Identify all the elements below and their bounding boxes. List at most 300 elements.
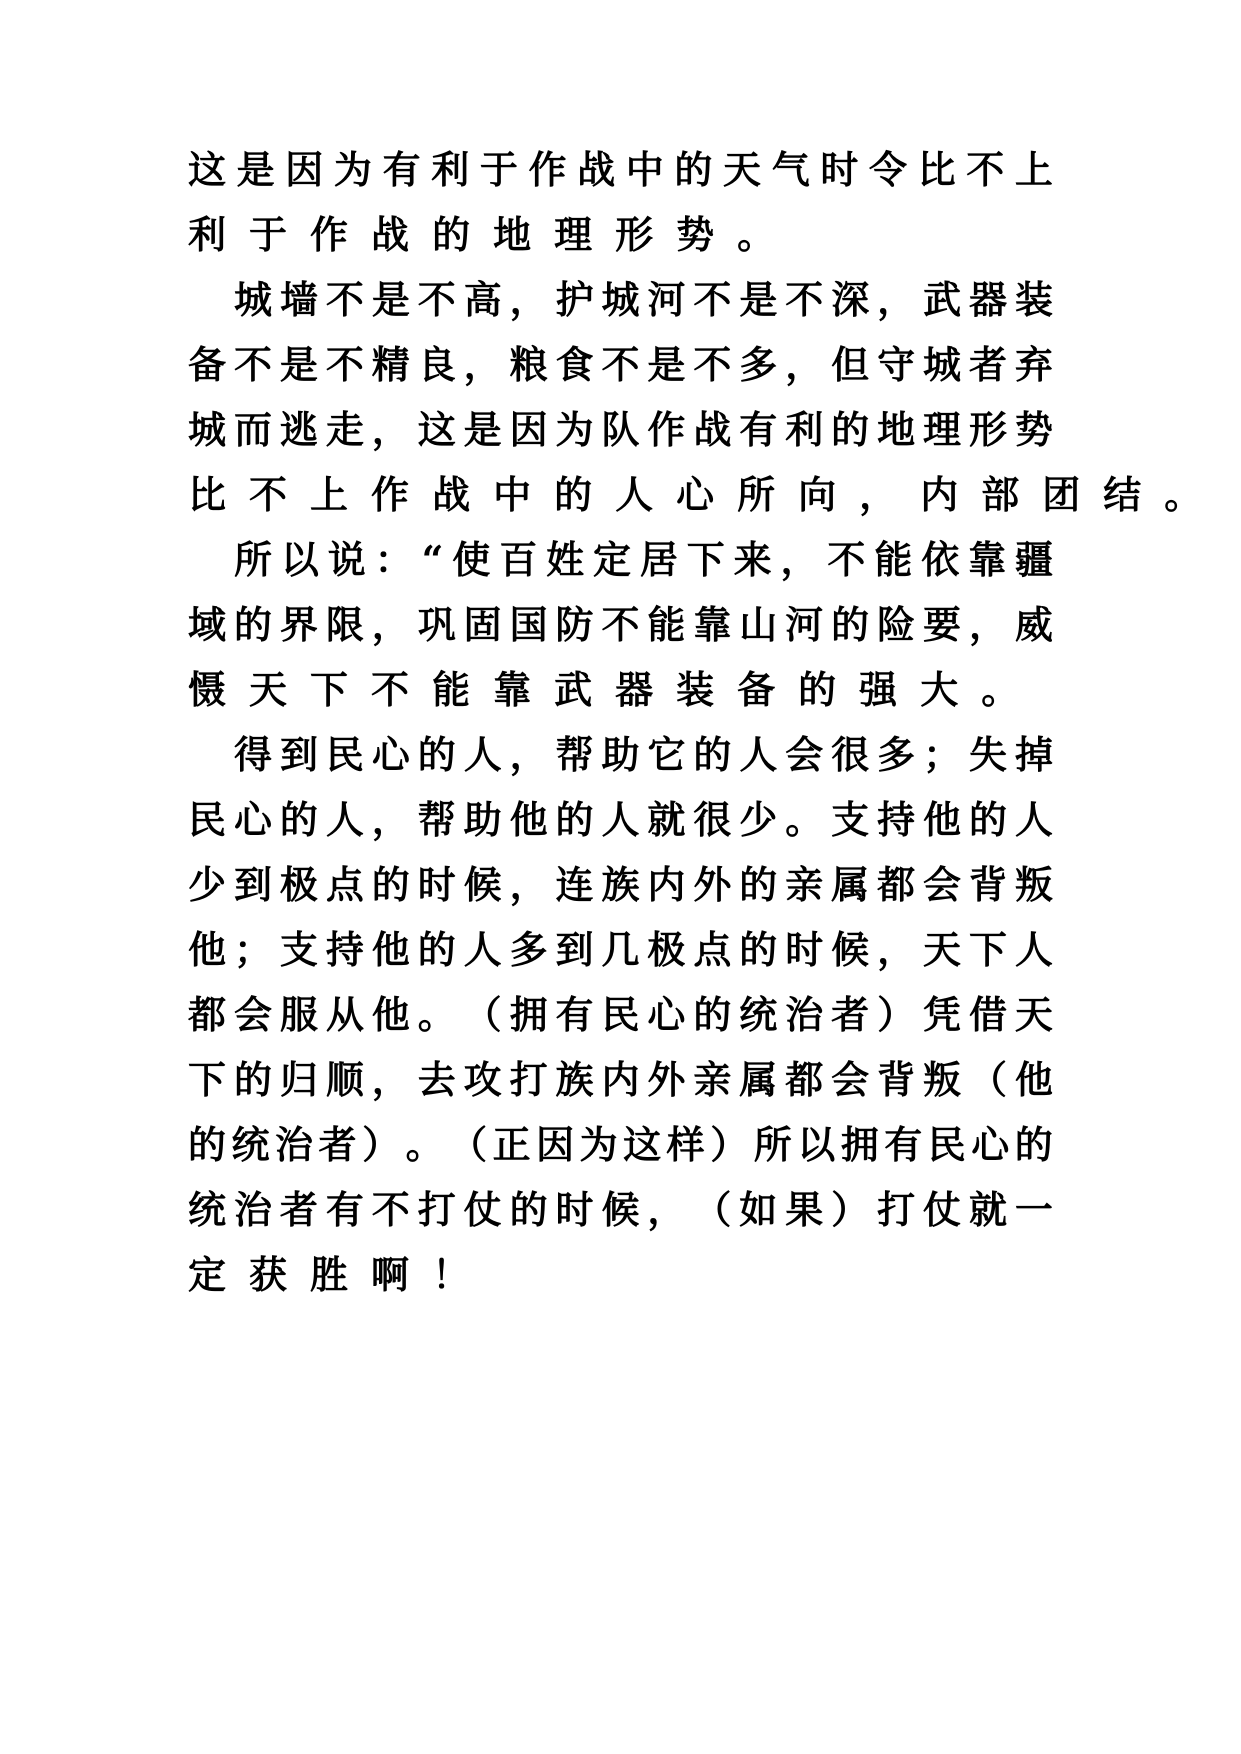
glyph: 不 bbox=[785, 277, 824, 322]
glyph: ） bbox=[362, 1122, 401, 1167]
glyph: 使 bbox=[452, 537, 491, 582]
glyph: 因 bbox=[285, 147, 324, 192]
glyph: 多 bbox=[739, 342, 778, 387]
glyph: 心 bbox=[647, 992, 686, 1037]
glyph: 有 bbox=[325, 1187, 364, 1232]
glyph: 精 bbox=[371, 342, 410, 387]
glyph: 族 bbox=[601, 862, 640, 907]
glyph: 帮 bbox=[417, 797, 456, 842]
glyph: 他 bbox=[371, 927, 410, 972]
glyph: 定 bbox=[188, 1252, 227, 1297]
glyph: 不 bbox=[325, 277, 364, 322]
glyph: 外 bbox=[647, 1057, 686, 1102]
glyph: 慑 bbox=[188, 667, 227, 712]
text-line bbox=[188, 1252, 1053, 1297]
glyph: 是 bbox=[739, 277, 778, 322]
glyph: 心 bbox=[676, 472, 715, 517]
glyph: 的 bbox=[555, 797, 594, 842]
glyph: 来 bbox=[733, 537, 772, 582]
glyph: 是 bbox=[279, 342, 318, 387]
glyph: 不 bbox=[371, 667, 410, 712]
glyph: 国 bbox=[509, 602, 548, 647]
glyph: 正 bbox=[492, 1122, 531, 1167]
glyph: 持 bbox=[325, 927, 364, 972]
text-line bbox=[188, 1187, 1053, 1232]
glyph: 民 bbox=[927, 1122, 966, 1167]
glyph: 是 bbox=[647, 342, 686, 387]
glyph: 战 bbox=[577, 147, 616, 192]
glyph: 的 bbox=[371, 862, 410, 907]
glyph: 连 bbox=[555, 862, 594, 907]
glyph: 人 bbox=[463, 732, 502, 777]
glyph: 百 bbox=[499, 537, 538, 582]
glyph: 天 bbox=[1014, 992, 1053, 1037]
glyph: 作 bbox=[310, 212, 349, 257]
glyph: 仗 bbox=[923, 1187, 962, 1232]
glyph: 的 bbox=[693, 732, 732, 777]
glyph: 他 bbox=[509, 797, 548, 842]
glyph: ， bbox=[371, 407, 410, 452]
glyph: 备 bbox=[737, 667, 776, 712]
glyph: 固 bbox=[463, 602, 502, 647]
glyph: 者 bbox=[831, 992, 870, 1037]
glyph: 作 bbox=[371, 472, 410, 517]
glyph: 这 bbox=[188, 147, 227, 192]
glyph: 姓 bbox=[546, 537, 585, 582]
glyph: 属 bbox=[831, 862, 870, 907]
glyph: ； bbox=[233, 927, 272, 972]
glyph: 掉 bbox=[1014, 732, 1053, 777]
glyph: 候 bbox=[831, 927, 870, 972]
glyph: ， bbox=[877, 927, 916, 972]
glyph: 靠 bbox=[693, 602, 732, 647]
glyph: 天 bbox=[249, 667, 288, 712]
glyph: ， bbox=[371, 1057, 410, 1102]
text-line bbox=[188, 667, 1053, 712]
glyph: 持 bbox=[877, 797, 916, 842]
glyph: 有 bbox=[555, 992, 594, 1037]
glyph: 就 bbox=[647, 797, 686, 842]
glyph: 时 bbox=[820, 147, 859, 192]
glyph: ， bbox=[509, 277, 548, 322]
glyph: 的 bbox=[233, 1057, 272, 1102]
glyph: 人 bbox=[739, 732, 778, 777]
glyph: 人 bbox=[601, 797, 640, 842]
glyph: 作 bbox=[647, 407, 686, 452]
glyph: 亲 bbox=[785, 862, 824, 907]
glyph: 不 bbox=[249, 472, 288, 517]
text-line bbox=[188, 277, 1053, 322]
glyph: 民 bbox=[601, 992, 640, 1037]
glyph: 人 bbox=[325, 797, 364, 842]
glyph: 极 bbox=[279, 862, 318, 907]
glyph: 能 bbox=[874, 537, 913, 582]
glyph: ： bbox=[374, 537, 413, 582]
text-line bbox=[188, 407, 1053, 452]
text-line bbox=[188, 797, 1053, 842]
glyph: 限 bbox=[325, 602, 364, 647]
glyph: 河 bbox=[785, 602, 824, 647]
glyph: 攻 bbox=[463, 1057, 502, 1102]
glyph: 战 bbox=[693, 407, 732, 452]
glyph: 的 bbox=[693, 992, 732, 1037]
glyph: ， bbox=[647, 1187, 686, 1232]
glyph: 如 bbox=[739, 1187, 778, 1232]
glyph: 定 bbox=[592, 537, 631, 582]
glyph: 器 bbox=[615, 667, 654, 712]
glyph: 族 bbox=[555, 1057, 594, 1102]
glyph: ， bbox=[968, 602, 1007, 647]
glyph: 利 bbox=[431, 147, 470, 192]
glyph: 民 bbox=[325, 732, 364, 777]
glyph: 它 bbox=[647, 732, 686, 777]
glyph: 不 bbox=[966, 147, 1005, 192]
glyph: 服 bbox=[279, 992, 318, 1037]
glyph: 不 bbox=[693, 277, 732, 322]
glyph: 拥 bbox=[509, 992, 548, 1037]
glyph: ， bbox=[877, 277, 916, 322]
glyph: 不 bbox=[693, 342, 732, 387]
glyph: 是 bbox=[371, 277, 410, 322]
glyph: 的 bbox=[798, 667, 837, 712]
glyph: 以 bbox=[280, 537, 319, 582]
glyph: 但 bbox=[831, 342, 870, 387]
glyph: 中 bbox=[625, 147, 664, 192]
glyph: 人 bbox=[1014, 927, 1053, 972]
glyph: 失 bbox=[969, 732, 1008, 777]
glyph: 备 bbox=[188, 342, 227, 387]
glyph: 界 bbox=[279, 602, 318, 647]
glyph: 不 bbox=[601, 342, 640, 387]
glyph: 地 bbox=[493, 212, 532, 257]
glyph: 是 bbox=[463, 407, 502, 452]
glyph: 城 bbox=[923, 342, 962, 387]
glyph: 会 bbox=[233, 992, 272, 1037]
glyph: 靠 bbox=[493, 667, 532, 712]
glyph: 。 bbox=[405, 1122, 444, 1167]
text-line bbox=[188, 927, 1053, 972]
glyph: 河 bbox=[647, 277, 686, 322]
glyph: 险 bbox=[877, 602, 916, 647]
glyph: 是 bbox=[236, 147, 275, 192]
glyph: 要 bbox=[923, 602, 962, 647]
glyph: （ bbox=[968, 1057, 1007, 1102]
glyph: 不 bbox=[233, 342, 272, 387]
glyph: 为 bbox=[555, 407, 594, 452]
text-line bbox=[188, 212, 1053, 257]
glyph: 人 bbox=[615, 472, 654, 517]
glyph: 从 bbox=[325, 992, 364, 1037]
glyph: 时 bbox=[417, 862, 456, 907]
glyph: 的 bbox=[831, 602, 870, 647]
glyph: 人 bbox=[1014, 797, 1053, 842]
glyph: 属 bbox=[739, 1057, 778, 1102]
glyph: 利 bbox=[188, 212, 227, 257]
glyph: 极 bbox=[647, 927, 686, 972]
glyph: 作 bbox=[528, 147, 567, 192]
glyph: 的 bbox=[968, 797, 1007, 842]
glyph: 的 bbox=[279, 797, 318, 842]
glyph: 他 bbox=[1014, 1057, 1053, 1102]
glyph: 点 bbox=[325, 862, 364, 907]
glyph: 顺 bbox=[325, 1057, 364, 1102]
glyph: 会 bbox=[831, 1057, 870, 1102]
glyph: 食 bbox=[555, 342, 594, 387]
glyph: 有 bbox=[739, 407, 778, 452]
glyph: 治 bbox=[275, 1122, 314, 1167]
glyph: 统 bbox=[231, 1122, 270, 1167]
glyph: ， bbox=[371, 602, 410, 647]
glyph: 就 bbox=[968, 1187, 1007, 1232]
glyph: 者 bbox=[318, 1122, 357, 1167]
glyph: ， bbox=[509, 732, 548, 777]
glyph: ， bbox=[859, 472, 898, 517]
glyph: 理 bbox=[554, 212, 593, 257]
glyph: 。 bbox=[1164, 472, 1203, 517]
text-line bbox=[188, 1122, 1053, 1167]
glyph: 有 bbox=[884, 1122, 923, 1167]
glyph: 疆 bbox=[1014, 537, 1053, 582]
glyph: 的 bbox=[554, 472, 593, 517]
glyph: 到 bbox=[279, 732, 318, 777]
glyph: 果 bbox=[785, 1187, 824, 1232]
glyph: 者 bbox=[279, 1187, 318, 1232]
glyph: ！ bbox=[432, 1252, 471, 1297]
text-line bbox=[188, 1057, 1053, 1102]
glyph: 威 bbox=[1014, 602, 1053, 647]
glyph: 下 bbox=[968, 927, 1007, 972]
glyph: 团 bbox=[1042, 472, 1081, 517]
glyph: 势 bbox=[676, 212, 715, 257]
glyph: 山 bbox=[739, 602, 778, 647]
glyph: 城 bbox=[234, 277, 273, 322]
glyph: 的 bbox=[188, 1122, 227, 1167]
glyph: 外 bbox=[693, 862, 732, 907]
glyph: 他 bbox=[188, 927, 227, 972]
glyph: 治 bbox=[785, 992, 824, 1037]
glyph: 不 bbox=[417, 277, 456, 322]
glyph: 背 bbox=[968, 862, 1007, 907]
glyph: 的 bbox=[1014, 1122, 1053, 1167]
glyph: 比 bbox=[188, 472, 227, 517]
glyph: 很 bbox=[693, 797, 732, 842]
glyph: 去 bbox=[417, 1057, 456, 1102]
glyph: 装 bbox=[676, 667, 715, 712]
glyph: 一 bbox=[1014, 1187, 1053, 1232]
glyph: 多 bbox=[877, 732, 916, 777]
glyph: 几 bbox=[601, 927, 640, 972]
glyph: 人 bbox=[463, 927, 502, 972]
glyph: ） bbox=[877, 992, 916, 1037]
glyph: 城 bbox=[601, 277, 640, 322]
glyph: 上 bbox=[1014, 147, 1053, 192]
glyph: 帮 bbox=[555, 732, 594, 777]
glyph: 下 bbox=[188, 1057, 227, 1102]
glyph: 域 bbox=[188, 602, 227, 647]
glyph: 比 bbox=[917, 147, 956, 192]
glyph: 走 bbox=[325, 407, 364, 452]
glyph: 城 bbox=[188, 407, 227, 452]
glyph: 助 bbox=[463, 797, 502, 842]
glyph: 有 bbox=[382, 147, 421, 192]
glyph: “ bbox=[421, 537, 444, 582]
glyph: （ bbox=[693, 1187, 732, 1232]
glyph: 的 bbox=[509, 1187, 548, 1232]
document-body bbox=[188, 147, 1203, 1320]
glyph: 多 bbox=[509, 927, 548, 972]
glyph: 啊 bbox=[371, 1252, 410, 1297]
glyph: 到 bbox=[555, 927, 594, 972]
glyph: 所 bbox=[737, 472, 776, 517]
glyph: 点 bbox=[693, 927, 732, 972]
glyph: 叛 bbox=[923, 1057, 962, 1102]
glyph: 形 bbox=[968, 407, 1007, 452]
glyph: 统 bbox=[739, 992, 778, 1037]
glyph: 深 bbox=[831, 277, 870, 322]
glyph: 护 bbox=[555, 277, 594, 322]
glyph: 以 bbox=[797, 1122, 836, 1167]
glyph: 于 bbox=[249, 212, 288, 257]
glyph: 到 bbox=[233, 862, 272, 907]
glyph: 都 bbox=[877, 862, 916, 907]
glyph: 的 bbox=[674, 147, 713, 192]
glyph: 打 bbox=[417, 1187, 456, 1232]
glyph: 战 bbox=[432, 472, 471, 517]
text-line bbox=[188, 472, 1203, 517]
glyph: ） bbox=[710, 1122, 749, 1167]
text-line bbox=[188, 537, 1053, 582]
glyph: 得 bbox=[234, 732, 273, 777]
glyph: 少 bbox=[188, 862, 227, 907]
glyph: 墙 bbox=[279, 277, 318, 322]
glyph: 会 bbox=[923, 862, 962, 907]
glyph: 凭 bbox=[923, 992, 962, 1037]
glyph: 民 bbox=[188, 797, 227, 842]
glyph: 打 bbox=[877, 1187, 916, 1232]
glyph: 内 bbox=[920, 472, 959, 517]
glyph: 能 bbox=[647, 602, 686, 647]
glyph: （ bbox=[449, 1122, 488, 1167]
glyph: 都 bbox=[188, 992, 227, 1037]
text-line bbox=[188, 992, 1053, 1037]
glyph: 结 bbox=[1103, 472, 1142, 517]
glyph: 这 bbox=[417, 407, 456, 452]
glyph: 叛 bbox=[1014, 862, 1053, 907]
text-line bbox=[188, 732, 1053, 777]
glyph: 拥 bbox=[840, 1122, 879, 1167]
glyph: 打 bbox=[509, 1057, 548, 1102]
glyph: 亲 bbox=[693, 1057, 732, 1102]
glyph: 能 bbox=[432, 667, 471, 712]
glyph: 所 bbox=[234, 537, 273, 582]
glyph: ， bbox=[463, 342, 502, 387]
glyph: 。 bbox=[417, 992, 456, 1037]
glyph: 心 bbox=[233, 797, 272, 842]
glyph: 势 bbox=[1014, 407, 1053, 452]
glyph: 气 bbox=[771, 147, 810, 192]
glyph: 他 bbox=[923, 797, 962, 842]
glyph: 。 bbox=[785, 797, 824, 842]
glyph: 下 bbox=[686, 537, 725, 582]
glyph: 靠 bbox=[968, 537, 1007, 582]
glyph: 因 bbox=[509, 407, 548, 452]
glyph: 依 bbox=[921, 537, 960, 582]
glyph: 者 bbox=[968, 342, 1007, 387]
glyph: 的 bbox=[417, 927, 456, 972]
glyph: 大 bbox=[920, 667, 959, 712]
glyph: ， bbox=[785, 342, 824, 387]
glyph: 他 bbox=[371, 992, 410, 1037]
glyph: 支 bbox=[279, 927, 318, 972]
glyph: 少 bbox=[739, 797, 778, 842]
glyph: 天 bbox=[923, 927, 962, 972]
glyph: 不 bbox=[371, 1187, 410, 1232]
glyph: ； bbox=[923, 732, 962, 777]
glyph: 心 bbox=[371, 732, 410, 777]
glyph: 装 bbox=[1014, 277, 1053, 322]
text-line bbox=[188, 602, 1053, 647]
glyph: 地 bbox=[877, 407, 916, 452]
glyph: 胜 bbox=[310, 1252, 349, 1297]
glyph: 向 bbox=[798, 472, 837, 517]
glyph: 形 bbox=[615, 212, 654, 257]
glyph: 战 bbox=[371, 212, 410, 257]
glyph: 仗 bbox=[463, 1187, 502, 1232]
glyph: 内 bbox=[601, 1057, 640, 1102]
glyph: 时 bbox=[555, 1187, 594, 1232]
glyph: 守 bbox=[877, 342, 916, 387]
glyph: 武 bbox=[554, 667, 593, 712]
glyph: 背 bbox=[877, 1057, 916, 1102]
glyph: （ bbox=[463, 992, 502, 1037]
glyph: 的 bbox=[417, 732, 456, 777]
glyph: 粮 bbox=[509, 342, 548, 387]
glyph: ， bbox=[509, 862, 548, 907]
glyph: 的 bbox=[831, 407, 870, 452]
glyph: 的 bbox=[432, 212, 471, 257]
glyph: 理 bbox=[923, 407, 962, 452]
glyph: 内 bbox=[647, 862, 686, 907]
glyph: 很 bbox=[831, 732, 870, 777]
glyph: 高 bbox=[463, 277, 502, 322]
text-line bbox=[188, 342, 1053, 387]
glyph: 的 bbox=[739, 862, 778, 907]
glyph: 不 bbox=[601, 602, 640, 647]
glyph: 。 bbox=[981, 667, 1020, 712]
glyph: ） bbox=[831, 1187, 870, 1232]
glyph: 治 bbox=[233, 1187, 272, 1232]
glyph: 。 bbox=[737, 212, 776, 257]
glyph: 利 bbox=[785, 407, 824, 452]
glyph: 器 bbox=[969, 277, 1008, 322]
glyph: 弃 bbox=[1014, 342, 1053, 387]
glyph: 的 bbox=[739, 927, 778, 972]
glyph: 的 bbox=[233, 602, 272, 647]
glyph: 候 bbox=[463, 862, 502, 907]
glyph: 都 bbox=[785, 1057, 824, 1102]
text-line bbox=[188, 147, 1053, 192]
glyph: 下 bbox=[310, 667, 349, 712]
glyph: 为 bbox=[579, 1122, 618, 1167]
glyph: 武 bbox=[923, 277, 962, 322]
glyph: 良 bbox=[417, 342, 456, 387]
glyph: 获 bbox=[249, 1252, 288, 1297]
glyph: 逃 bbox=[279, 407, 318, 452]
glyph: 令 bbox=[868, 147, 907, 192]
glyph: 上 bbox=[310, 472, 349, 517]
glyph: 强 bbox=[859, 667, 898, 712]
glyph: 支 bbox=[831, 797, 870, 842]
